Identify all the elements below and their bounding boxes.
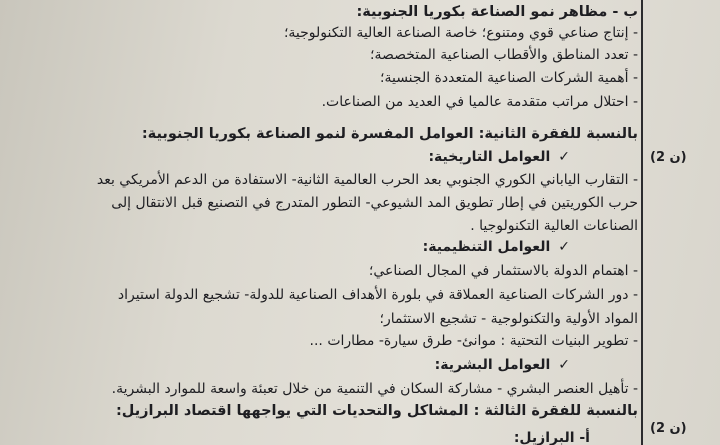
body-line: الصناعات العالية التكنولوجيا . bbox=[470, 218, 638, 234]
body-line: - تأهيل العنصر البشري - مشاركة السكان في التنمية من خلال تعبئة واسعة للموارد البشرية. bbox=[111, 381, 638, 397]
subheading-text: العوامل التاريخية: bbox=[428, 149, 551, 165]
paragraph-two-heading: بالنسبة للفقرة الثانية: العوامل المفسرة لنمو الصناعة بكوريا الجنوبية: bbox=[141, 126, 638, 142]
paragraph-three-heading: بالنسبة للفقرة الثالثة : المشاكل والتحديات التي يواجهها اقتصاد البرازيل: bbox=[115, 403, 638, 419]
bullet-line: - احتلال مراتب متقدمة عالميا في العديد من الصناعات. bbox=[321, 94, 638, 110]
section-heading-b: ب - مظاهر نمو الصناعة بكوريا الجنوبية: bbox=[356, 4, 638, 20]
bullet-line: - تعدد المناطق والأقطاب الصناعية المتخصصة؛ bbox=[370, 47, 638, 63]
subheading-organizational bbox=[423, 237, 570, 257]
body-line: - تطوير البنيات التحتية : موانئ- طرق سيارة- مطارات ... bbox=[309, 333, 638, 349]
subheading-text: العوامل التنظيمية: bbox=[422, 239, 551, 255]
check-icon: ✓ bbox=[558, 357, 570, 373]
margin-divider bbox=[641, 0, 643, 445]
check-icon: ✓ bbox=[558, 239, 570, 255]
check-icon: ✓ bbox=[558, 149, 570, 165]
subheading-brazil: أ- البرازيل: bbox=[513, 430, 590, 445]
body-line: حرب الكوريتين في إطار تطويق المد الشيوعي- التطور المتدرج في التصنيع قبل الانتقال إلى bbox=[111, 195, 638, 211]
body-line: - دور الشركات الصناعية العملاقة في بلورة الأهداف الصناعية للدولة- تشجيع الدولة استيراد bbox=[117, 287, 638, 303]
score-mark-2: (2 ن) bbox=[650, 150, 687, 165]
bullet-line: - إنتاج صناعي قوي ومتنوع؛ خاصة الصناعة العالية التكنولوجية؛ bbox=[283, 25, 638, 41]
body-line: - اهتمام الدولة بالاستثمار في المجال الصناعي؛ bbox=[368, 263, 638, 279]
body-line: المواد الأولية والتكنولوجية - تشجيع الاستثمار؛ bbox=[379, 311, 638, 327]
score-mark-3: (2 ن) bbox=[650, 421, 687, 436]
subheading-human bbox=[435, 355, 570, 375]
bullet-line: - أهمية الشركات الصناعية المتعددة الجنسية؛ bbox=[380, 70, 638, 86]
subheading-text: العوامل البشرية: bbox=[434, 357, 551, 373]
body-line: - التقارب الياباني الكوري الجنوبي بعد الحرب العالمية الثانية- الاستفادة من الدعم الأمريكي بعد bbox=[96, 172, 638, 188]
subheading-historical bbox=[428, 147, 570, 167]
